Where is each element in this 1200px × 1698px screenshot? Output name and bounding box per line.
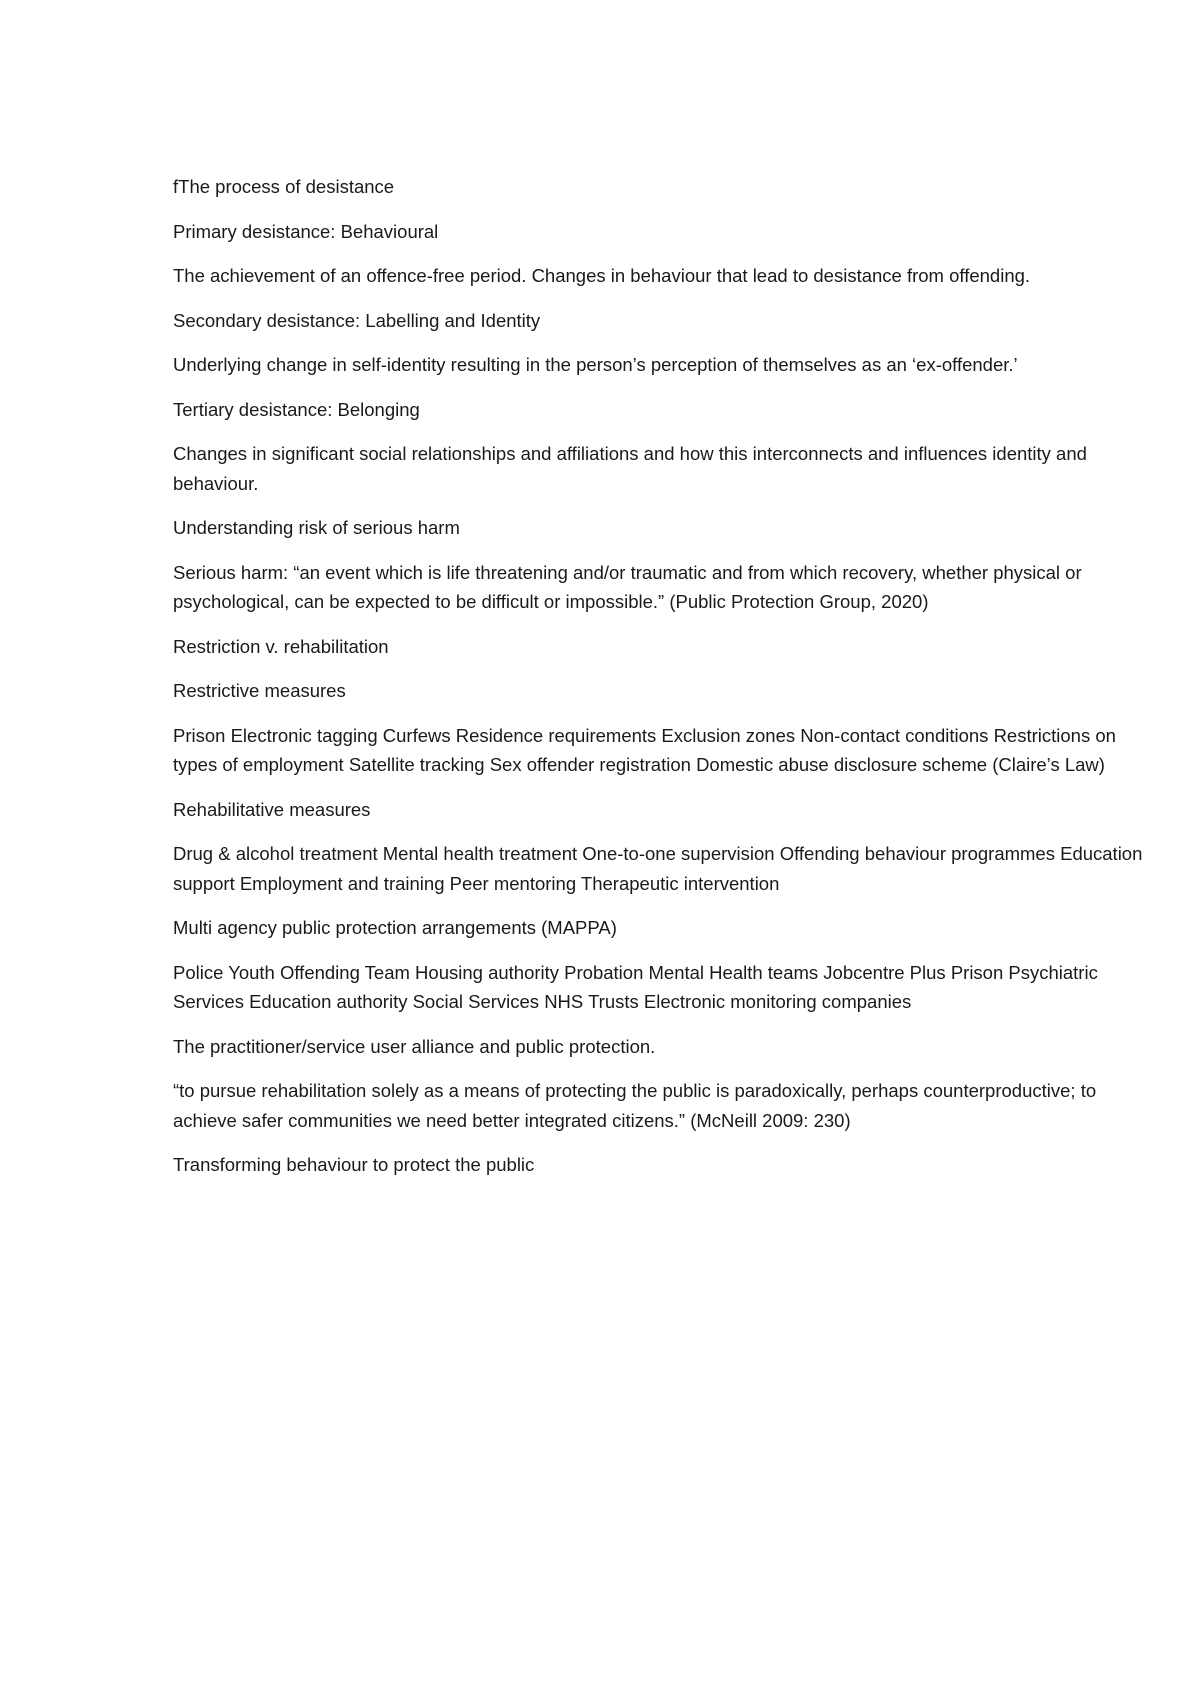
paragraph-primary-desistance: The achievement of an offence-free period. Changes in behaviour that lead to desistance from offending.	[173, 265, 1031, 286]
heading-primary-desistance: Primary desistance: Behavioural	[173, 220, 439, 242]
heading-practitioner-alliance: The practitioner/service user alliance and public protection.	[173, 1035, 656, 1057]
paragraph-rehabilitative-measures-list: Drug & alcohol treatment Mental health treatment One-to-one supervision Offending behaviour programmes Education support Employment and training Peer mentoring Therapeutic intervention	[173, 843, 1143, 894]
heading-rehabilitative-measures: Rehabilitative measures	[173, 798, 371, 820]
paragraph-mappa-agencies: Police Youth Offending Team Housing authority Probation Mental Health teams Jobcentre Plus Prison Psychiatric Services Education authority Social Services NHS Trusts Electronic monitoring companies	[173, 961, 1098, 1012]
paragraph-tertiary-desistance: Changes in significant social relationships and affiliations and how this interconnects and influences identity and behaviour.	[173, 443, 1087, 494]
heading-risk-of-serious-harm: Understanding risk of serious harm	[173, 517, 460, 538]
heading-restrictive-measures: Restrictive measures	[173, 680, 346, 701]
heading-process-of-desistance: fThe process of desistance	[173, 176, 395, 197]
paragraph-serious-harm-definition: Serious harm: “an event which is life threatening and/or traumatic and from which recovery, whether physical or psychological, can be expected to be difficult or impossible.” (Public Protection Group, 2020)	[173, 561, 1082, 612]
paragraph-restrictive-measures-list: Prison Electronic tagging Curfews Residence requirements Exclusion zones Non-contact conditions Restrictions on types of employment Satellite tracking Sex offender registration Domestic abuse disclosure scheme (Claire’s Law)	[173, 724, 1116, 775]
heading-transforming-behaviour: Transforming behaviour to protect the public	[173, 1154, 535, 1175]
heading-tertiary-desistance: Tertiary desistance: Belonging	[173, 398, 420, 420]
heading-restriction-v-rehabilitation: Restriction v. rehabilitation	[173, 635, 389, 657]
paragraph-mcneill-quote: “to pursue rehabilitation solely as a means of protecting the public is paradoxically, perhaps counterproductive; to achieve safer communities we need better integrated citizens.” (McNeill 2009: 230)	[173, 1080, 1097, 1131]
paragraph-secondary-desistance: Underlying change in self-identity resulting in the person’s perception of themselves as an ‘ex-offender.’	[173, 354, 1018, 375]
heading-mappa: Multi agency public protection arrangements (MAPPA)	[173, 917, 617, 938]
heading-secondary-desistance: Secondary desistance: Labelling and Identity	[173, 309, 541, 331]
document-body	[173, 172, 1153, 1195]
